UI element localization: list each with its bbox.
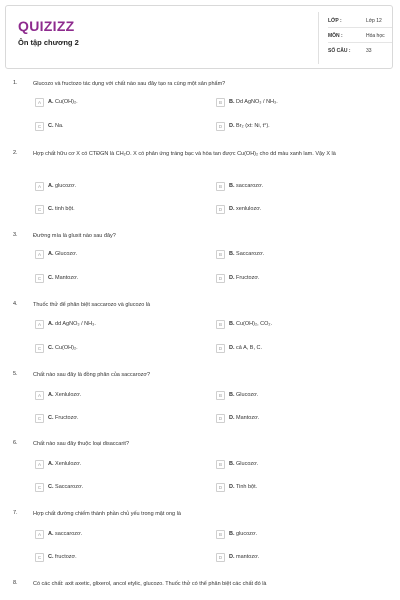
worksheet-header: [5, 5, 393, 69]
option-c[interactable]: [35, 205, 195, 215]
question-text: Hợp chất hữu cơ X có CTĐGN là CH₂O. X có phản ứng tráng bạc và hòa tan được Cu(OH)₂ cho dd màu xanh lam. Vậy X là: [33, 151, 336, 157]
meta-count-value: 33: [366, 48, 372, 54]
option-c[interactable]: [35, 553, 195, 563]
option-a[interactable]: [35, 98, 195, 108]
option-letter-box: B: [216, 98, 225, 107]
option-text: B. Saccarozơ.: [229, 251, 265, 257]
option-a[interactable]: [35, 250, 195, 260]
option-letter-box: C: [35, 205, 44, 214]
option-letter-box: C: [35, 122, 44, 131]
option-text: B. Glucozơ.: [229, 392, 259, 398]
option-text: D. Tinh bột.: [229, 484, 258, 490]
meta-class: [328, 18, 382, 24]
option-letter-box: C: [35, 344, 44, 353]
option-b[interactable]: [216, 250, 376, 260]
question-number: 1.: [13, 80, 18, 86]
option-text: D. Br₂ (xt: Ni, t°).: [229, 123, 270, 129]
option-c[interactable]: [35, 122, 195, 132]
option-letter-box: D: [216, 205, 225, 214]
meta-class-label: LỚP :: [328, 18, 342, 24]
option-letter-box: D: [216, 414, 225, 423]
worksheet-title: Ôn tập chương 2: [18, 38, 79, 47]
meta-subject-value: Hóa học: [366, 33, 385, 39]
option-letter-box: B: [216, 320, 225, 329]
question-number: 3.: [13, 232, 18, 238]
option-text: D. xenlulozơ.: [229, 206, 262, 212]
option-letter-box: C: [35, 274, 44, 283]
option-text: B. Dd AgNO₃ / NH₃.: [229, 99, 278, 105]
option-a[interactable]: [35, 530, 195, 540]
option-c[interactable]: [35, 274, 195, 284]
question-text: Chất nào sau đây thuộc loại disaccarit?: [33, 441, 130, 447]
option-text: A. glucozơ.: [48, 183, 77, 189]
option-text: A. dd AgNO₃ / NH₃.: [48, 321, 96, 327]
option-letter-box: B: [216, 391, 225, 400]
option-letter-box: C: [35, 553, 44, 562]
option-text: B. saccarozơ.: [229, 183, 264, 189]
option-c[interactable]: [35, 414, 195, 424]
option-text: A. Xenlulozơ.: [48, 461, 82, 467]
option-letter-box: A: [35, 98, 44, 107]
question-text: Có các chất: axit axetic, glixerol, ancol etylic, glucozo. Thuốc thử có thể phân biệt các chất đó là: [33, 581, 267, 587]
option-d[interactable]: [216, 414, 376, 424]
option-c[interactable]: [35, 344, 195, 354]
option-d[interactable]: [216, 122, 376, 132]
question-text: Đường mía là gluxit nào sau đây?: [33, 233, 116, 239]
option-text: B. Cu(OH)₂, CO₂.: [229, 321, 273, 327]
option-letter-box: A: [35, 391, 44, 400]
option-text: A. saccarozơ.: [48, 531, 83, 537]
option-b[interactable]: [216, 391, 376, 401]
option-text: C. Mantozơ.: [48, 275, 79, 281]
option-a[interactable]: [35, 182, 195, 192]
option-letter-box: A: [35, 320, 44, 329]
option-b[interactable]: [216, 460, 376, 470]
option-text: C. fructozơ.: [48, 554, 77, 560]
option-text: C. Na.: [48, 123, 64, 129]
option-text: C. Saccarozơ.: [48, 484, 84, 490]
option-text: A. Xenlulozơ.: [48, 392, 82, 398]
option-letter-box: B: [216, 530, 225, 539]
meta-divider: [328, 42, 392, 43]
option-a[interactable]: [35, 391, 195, 401]
question-text: Glucozo và fructozo tác dụng với chất nào sau đây tạo ra cùng một sản phẩm?: [33, 81, 226, 87]
option-b[interactable]: [216, 182, 376, 192]
question-number: 5.: [13, 371, 18, 377]
question-text: Thuốc thử để phân biệt saccarozo và glucozo là: [33, 302, 151, 308]
question-number: 8.: [13, 580, 18, 586]
option-d[interactable]: [216, 274, 376, 284]
option-d[interactable]: [216, 205, 376, 215]
option-d[interactable]: [216, 344, 376, 354]
option-letter-box: A: [35, 460, 44, 469]
option-text: D. Fructozơ.: [229, 275, 260, 281]
option-letter-box: B: [216, 460, 225, 469]
option-letter-box: B: [216, 182, 225, 191]
option-letter-box: A: [35, 250, 44, 259]
option-text: D. Mantozơ.: [229, 415, 260, 421]
option-letter-box: D: [216, 483, 225, 492]
option-letter-box: D: [216, 122, 225, 131]
option-letter-box: D: [216, 274, 225, 283]
option-letter-box: A: [35, 182, 44, 191]
option-letter-box: C: [35, 414, 44, 423]
question-number: 7.: [13, 510, 18, 516]
question-number: 6.: [13, 440, 18, 446]
option-text: B. glucozơ.: [229, 531, 258, 537]
option-d[interactable]: [216, 553, 376, 563]
question-text: Chất nào sau đây là đồng phân của saccarozơ?: [33, 372, 151, 378]
question-number: 4.: [13, 301, 18, 307]
option-letter-box: A: [35, 530, 44, 539]
option-c[interactable]: [35, 483, 195, 493]
option-text: C. Fructozơ.: [48, 415, 79, 421]
option-letter-box: C: [35, 483, 44, 492]
option-text: C. tinh bột.: [48, 206, 75, 212]
header-divider: [318, 12, 319, 64]
question-text: Hợp chất đường chiếm thành phần chủ yếu trong mật ong là: [33, 511, 181, 517]
meta-subject-label: MÔN :: [328, 33, 343, 39]
option-text: D. cả A, B, C.: [229, 345, 263, 351]
option-text: C. Cu(OH)₂.: [48, 345, 78, 351]
meta-divider: [328, 27, 392, 28]
meta-count: [328, 48, 372, 54]
option-letter-box: D: [216, 344, 225, 353]
option-b[interactable]: [216, 320, 376, 330]
option-letter-box: B: [216, 250, 225, 259]
option-a[interactable]: [35, 320, 195, 330]
option-text: B. Glucozơ.: [229, 461, 259, 467]
question-number: 2.: [13, 150, 18, 156]
option-d[interactable]: [216, 483, 376, 493]
quizizz-logo: QUIZIZZ: [18, 18, 75, 34]
option-b[interactable]: [216, 98, 376, 108]
option-a[interactable]: [35, 460, 195, 470]
meta-count-label: SỐ CÂU :: [328, 48, 351, 54]
option-letter-box: D: [216, 553, 225, 562]
option-text: A. Glucozơ.: [48, 251, 78, 257]
option-text: A. Cu(OH)₂.: [48, 99, 78, 105]
option-text: D. mantozơ.: [229, 554, 260, 560]
meta-subject: [328, 33, 385, 39]
meta-class-value: Lớp 12: [366, 18, 382, 24]
option-b[interactable]: [216, 530, 376, 540]
